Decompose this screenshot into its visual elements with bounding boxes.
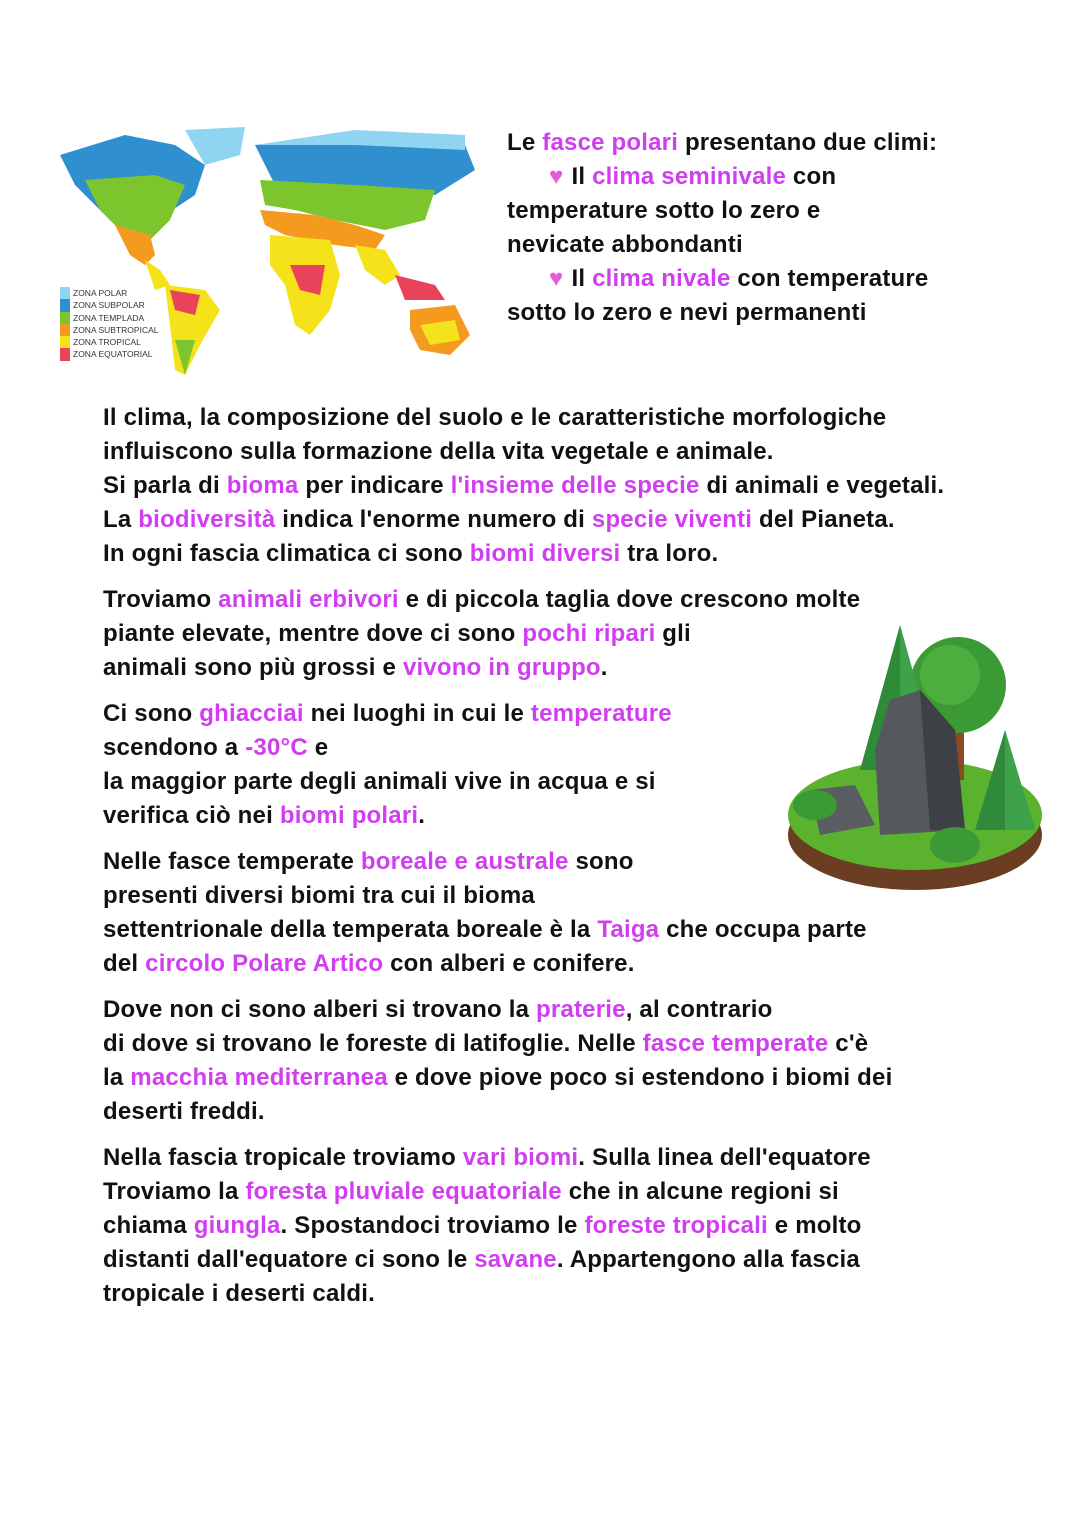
text-segment: presenti diversi biomi tra cui il bioma (103, 882, 535, 909)
text-line (103, 1175, 944, 1209)
paragraph (507, 160, 937, 262)
text-line (103, 913, 944, 947)
text-line (507, 126, 937, 160)
text-segment: , al contrario (625, 996, 773, 1023)
legend-item (60, 299, 159, 311)
text-segment: deserti freddi. (103, 1098, 265, 1125)
text-segment: la maggior parte degli animali vive in acqua e si (103, 768, 656, 795)
text-segment: Nella fascia tropicale troviamo (103, 1144, 463, 1171)
text-line (103, 503, 944, 537)
legend-item (60, 348, 159, 360)
text-segment: Ci sono (103, 700, 200, 727)
text-segment: tropicale i deserti caldi. (103, 1280, 375, 1307)
text-segment: Nelle fasce temperate (103, 848, 361, 875)
text-line (103, 993, 944, 1027)
legend-swatch (60, 287, 70, 299)
text-segment: scendono a (103, 734, 246, 761)
text-segment: . Appartengono alla fascia (556, 1246, 860, 1273)
legend-item (60, 312, 159, 324)
highlighted-term: bioma (226, 472, 299, 499)
text-segment: piante elevate, mentre dove ci sono (103, 620, 523, 647)
legend-label: ZONA SUBTROPICAL (73, 324, 159, 335)
text-line (103, 1243, 944, 1277)
highlighted-term: animali erbivori (218, 586, 399, 613)
text-segment: Il (571, 265, 593, 292)
legend-label: ZONA POLAR (73, 288, 128, 298)
highlighted-term: pochi ripari (522, 620, 656, 647)
text-segment: . Spostandoci troviamo le (280, 1212, 585, 1239)
text-line (103, 583, 944, 617)
text-line (103, 1061, 944, 1095)
text-segment: sotto lo zero e nevi permanenti (507, 299, 867, 326)
text-segment: Il clima, la composizione del suolo e le caratteristiche morfologiche (103, 404, 887, 431)
text-segment: tra loro. (620, 540, 719, 567)
text-segment: nei luoghi in cui le (303, 700, 531, 727)
legend-label: ZONA TROPICAL (73, 337, 141, 348)
text-segment: e (307, 734, 329, 761)
heart-bullet-icon: ♥ (549, 265, 564, 292)
text-segment: verifica ciò nei (103, 802, 280, 829)
highlighted-term: circolo Polare Artico (145, 950, 384, 977)
text-line (103, 469, 944, 503)
text-segment: presentano due climi: (678, 129, 938, 156)
text-segment: Troviamo (103, 586, 219, 613)
highlighted-term: specie viventi (591, 506, 753, 533)
text-line (507, 194, 937, 228)
text-segment: con (786, 163, 837, 190)
legend-label: ZONA SUBPOLAR (73, 300, 145, 311)
text-line (103, 947, 944, 981)
text-segment: del (103, 950, 146, 977)
highlighted-term: foreste tropicali (584, 1212, 768, 1239)
highlighted-term: l'insieme delle specie (450, 472, 700, 499)
text-line (507, 262, 937, 296)
highlighted-term: macchia mediterranea (130, 1064, 388, 1091)
legend-item (60, 336, 159, 348)
text-segment: . (600, 654, 608, 681)
text-segment: di animali e vegetali. (699, 472, 945, 499)
text-line (103, 1095, 944, 1129)
text-line (103, 1277, 944, 1311)
text-segment: con temperature (730, 265, 929, 292)
highlighted-term: savane (474, 1246, 557, 1273)
text-segment: influiscono sulla formazione della vita vegetale e animale. (103, 438, 774, 465)
legend-label: ZONA EQUATORIAL (73, 349, 153, 360)
paragraph (103, 993, 944, 1129)
text-segment: c'è (828, 1030, 869, 1057)
highlighted-term: biodiversità (138, 506, 276, 533)
text-segment: La (103, 506, 139, 533)
legend-swatch (60, 312, 70, 324)
text-segment: Troviamo la (103, 1178, 246, 1205)
text-segment: settentrionale della temperata boreale è la (103, 916, 598, 943)
text-segment: che in alcune regioni si (561, 1178, 839, 1205)
text-line (103, 435, 944, 469)
highlighted-term: vari biomi (462, 1144, 579, 1171)
text-segment: temperature sotto lo zero e (507, 197, 821, 224)
text-segment: del Pianeta. (752, 506, 895, 533)
legend-swatch (60, 336, 70, 348)
legend-swatch (60, 324, 70, 336)
text-segment: per indicare (298, 472, 451, 499)
polar-climates-text (507, 126, 937, 330)
text-segment: e molto (767, 1212, 862, 1239)
highlighted-term: fasce polari (542, 129, 679, 156)
paragraph (103, 401, 944, 571)
highlighted-term: foresta pluviale equatoriale (245, 1178, 562, 1205)
forest-island-illustration (780, 620, 1045, 905)
text-segment: Il (571, 163, 593, 190)
text-line (507, 160, 937, 194)
legend-item (60, 287, 159, 299)
highlighted-term: biomi polari (279, 802, 419, 829)
text-segment: Si parla di (103, 472, 227, 499)
paragraph (507, 126, 937, 160)
highlighted-term: biomi diversi (469, 540, 621, 567)
highlighted-term: ghiacciai (199, 700, 304, 727)
text-line (507, 296, 937, 330)
text-line (507, 228, 937, 262)
highlighted-term: -30°C (245, 734, 308, 761)
text-segment: animali sono più grossi e (103, 654, 403, 681)
highlighted-term: boreale e australe (360, 848, 569, 875)
text-segment: . (418, 802, 426, 829)
highlighted-term: giungla (193, 1212, 281, 1239)
highlighted-term: fasce temperate (642, 1030, 829, 1057)
text-segment: con alberi e conifere. (383, 950, 635, 977)
text-segment: Dove non ci sono alberi si trovano la (103, 996, 537, 1023)
highlighted-term: clima seminivale (592, 163, 787, 190)
text-segment: . Sulla linea dell'equatore (578, 1144, 871, 1171)
text-line (103, 537, 944, 571)
highlighted-term: temperature (530, 700, 672, 727)
legend-swatch (60, 299, 70, 311)
paragraph (103, 1141, 944, 1311)
text-segment: e di piccola taglia dove crescono molte (398, 586, 861, 613)
legend-swatch (60, 348, 70, 360)
text-segment: gli (655, 620, 691, 647)
legend-label: ZONA TEMPLADA (73, 312, 145, 323)
text-segment: di dove si trovano le foreste di latifoglie. Nelle (103, 1030, 643, 1057)
text-segment: la (103, 1064, 131, 1091)
map-legend (60, 287, 159, 361)
text-line (103, 1209, 944, 1243)
text-segment: e dove piove poco si estendono i biomi dei (387, 1064, 893, 1091)
highlighted-term: clima nivale (592, 265, 731, 292)
highlighted-term: Taiga (597, 916, 660, 943)
text-segment: che occupa parte (659, 916, 867, 943)
heart-bullet-icon: ♥ (549, 163, 564, 190)
text-segment: nevicate abbondanti (507, 231, 743, 258)
text-segment: distanti dall'equatore ci sono le (103, 1246, 475, 1273)
text-line (103, 401, 944, 435)
legend-item (60, 324, 159, 336)
highlighted-term: vivono in gruppo (402, 654, 601, 681)
text-segment: indica l'enorme numero di (275, 506, 592, 533)
text-segment: In ogni fascia climatica ci sono (103, 540, 470, 567)
text-segment: Le (507, 129, 543, 156)
highlighted-term: praterie (536, 996, 626, 1023)
text-segment: sono (568, 848, 634, 875)
text-line (103, 1141, 944, 1175)
paragraph (507, 262, 937, 330)
text-line (103, 1027, 944, 1061)
text-segment: chiama (103, 1212, 194, 1239)
